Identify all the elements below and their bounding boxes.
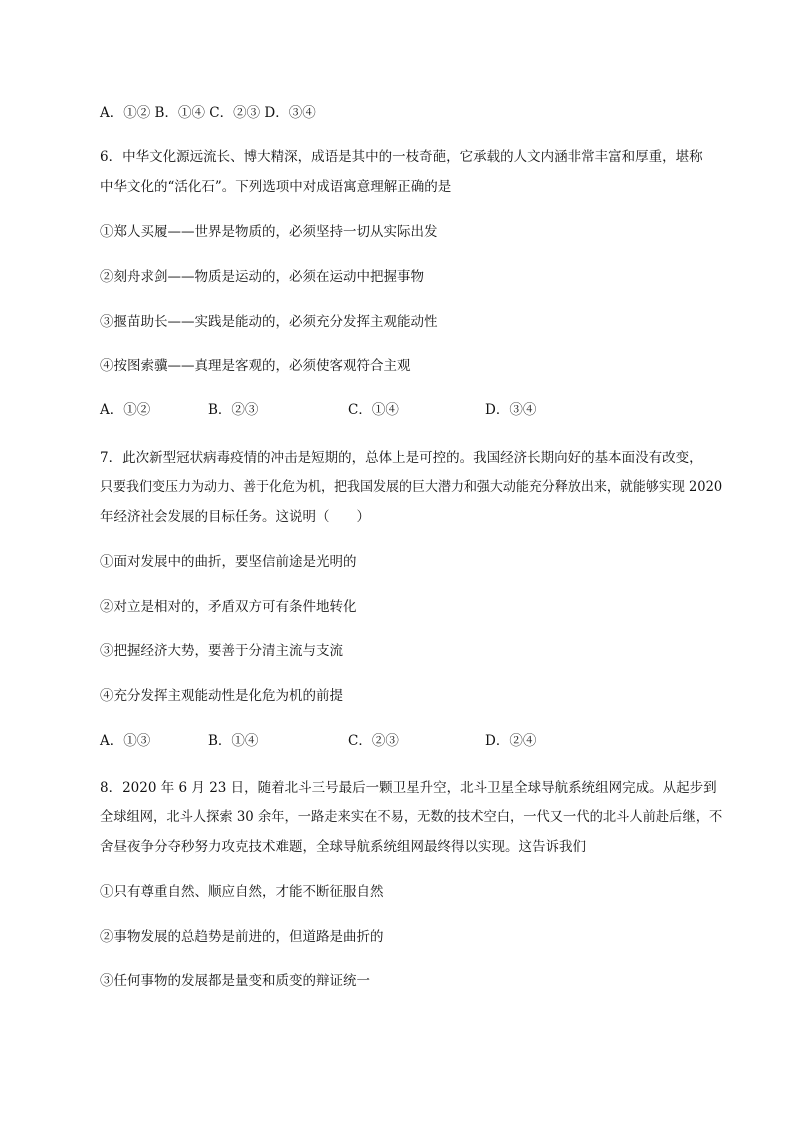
q8-item-3: ③任何事物的发展都是量变和质变的辩证统一 — [100, 973, 370, 989]
q7-option-d: D．②④ — [485, 733, 537, 749]
q6-stem-line2: 中华文化的“活化石”。下列选项中对成语寓意理解正确的是 — [100, 179, 452, 195]
q6-stem-line1: 6．中华文化源远流长、博大精深，成语是其中的一枝奇葩，它承载的人文内涵非常丰富和厚重，堪称 — [100, 149, 703, 165]
q6-option-c: C．①④ — [348, 402, 399, 418]
q6-option-d: D．③④ — [485, 402, 537, 418]
q7-item-1: ①面对发展中的曲折，要坚信前途是光明的 — [100, 554, 357, 570]
q8-stem-line3: 舍昼夜争分夺秒努力攻克技术难题，全球导航系统组网最终得以实现。这告诉我们 — [100, 839, 586, 855]
q7-item-4: ④充分发挥主观能动性是化危为机的前提 — [100, 688, 343, 704]
q7-option-c: C．②③ — [348, 733, 399, 749]
q7-option-a: A．①③ — [100, 733, 151, 749]
q6-item-3: ③揠苗助长——实践是能动的，必须充分发挥主观能动性 — [100, 314, 438, 330]
q6-option-b: B．②③ — [208, 402, 259, 418]
q7-item-2: ②对立是相对的，矛盾双方可有条件地转化 — [100, 599, 357, 615]
q8-item-1: ①只有尊重自然、顺应自然，才能不断征服自然 — [100, 884, 384, 900]
q7-item-3: ③把握经济大势，要善于分清主流与支流 — [100, 643, 343, 659]
q8-item-2: ②事物发展的总趋势是前进的，但道路是曲折的 — [100, 929, 384, 945]
q7-option-b: B．①④ — [208, 733, 259, 749]
q7-stem-line1: 7．此次新型冠状病毒疫情的冲击是短期的，总体上是可控的。我国经济长期向好的基本面没有改变， — [100, 450, 703, 466]
q8-stem-line2: 全球组网，北斗人探索 30 余年，一路走来实在不易，无数的技术空白，一代又一代的北斗人前赴后继，不 — [100, 809, 723, 825]
q6-item-4: ④按图索骥——真理是客观的，必须使客观符合主观 — [100, 358, 411, 374]
q6-item-2: ②刻舟求剑——物质是运动的，必须在运动中把握事物 — [100, 269, 424, 285]
q5-options: A．①② B．①④ C．②③ D．③④ — [100, 105, 316, 121]
q8-stem-line1: 8．2020 年 6 月 23 日，随着北斗三号最后一颗卫星升空，北斗卫星全球导航系统组网完成。从起步到 — [100, 780, 717, 796]
q7-stem-line3: 年经济社会发展的目标任务。这说明（ ） — [100, 509, 370, 525]
q6-options — [100, 400, 660, 420]
q7-stem-line2: 只要我们变压力为动力、善于化危为机，把我国发展的巨大潜力和强大动能充分释放出来，就能够实现 2020 — [100, 479, 723, 495]
q7-options — [100, 731, 660, 751]
q6-option-a: A．①② — [100, 402, 151, 418]
q6-item-1: ①郑人买履——世界是物质的，必须坚持一切从实际出发 — [100, 224, 438, 240]
